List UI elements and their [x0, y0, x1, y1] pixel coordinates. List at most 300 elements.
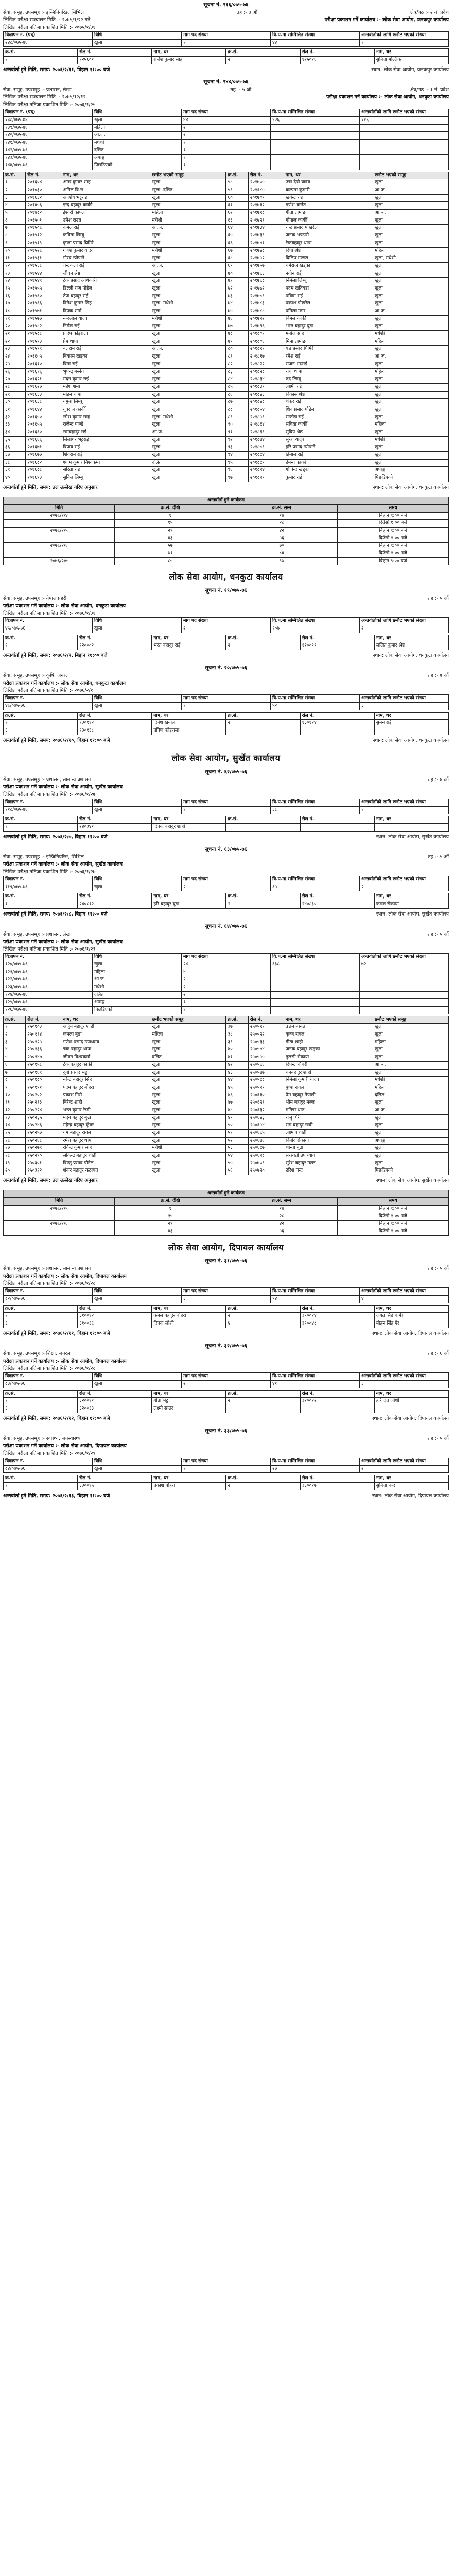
table-cell: हेमन्त कार्की [284, 459, 373, 467]
level-line: तह :- ५ औं [230, 87, 252, 93]
table-cell: ४० [226, 1046, 248, 1054]
table-cell: सुदिप श्रेष्ठ [284, 429, 373, 437]
column-header: समय [337, 1198, 448, 1206]
table-row [4, 1077, 449, 1084]
table-cell: खुला [150, 194, 226, 202]
table-row [4, 376, 449, 384]
table-cell [360, 162, 449, 170]
table-cell: ६० [226, 194, 248, 202]
table-cell: ७२ [226, 285, 248, 293]
table-cell: प्रेम बहादुर नेपाली [284, 1092, 373, 1099]
table-row [4, 116, 449, 124]
table-cell: खुला [150, 383, 226, 391]
table-cell: २०१५८८ [26, 331, 61, 338]
column-header: क्र.सं. [4, 712, 78, 720]
table-cell: ३१ [4, 406, 26, 414]
table-cell: कमल राई [61, 225, 150, 232]
column-header: नाम, थर [152, 712, 226, 720]
table-row [4, 1137, 449, 1145]
column-header: वि.प.मा सम्मिलित संख्या [271, 799, 360, 806]
table-cell: २ [226, 901, 300, 909]
table-cell: २०१६७७ [26, 452, 61, 460]
table-cell: खुला [373, 399, 448, 406]
table-cell: अर्जुन बहादुर शाही [61, 1024, 150, 1031]
table-row [4, 1465, 449, 1473]
table-cell [300, 824, 374, 832]
table-cell: आ.ज. [373, 1061, 448, 1069]
table-cell: धनबहादुर शाही [284, 1069, 373, 1077]
table-cell: जीवन श्रेष्ठ [61, 270, 150, 278]
table-cell: १ [182, 1007, 271, 1014]
table-cell: विजय राई [61, 444, 150, 452]
table-cell: २० [4, 323, 26, 331]
table-cell: २५०६३२ [248, 1107, 284, 1114]
column-header: वि.प.मा सम्मिलित संख्या [271, 618, 360, 625]
column-header: क्र.सं. सम्म [226, 504, 337, 512]
table-cell: ३२००२२ [300, 1398, 374, 1405]
table-cell [271, 162, 360, 170]
table-cell: २०१८०१ [248, 331, 284, 338]
table-cell: १३०१३८ [78, 727, 152, 735]
table-cell: मनोज साह [284, 331, 373, 338]
selected-candidates-table [3, 48, 449, 64]
table-cell: १९ [4, 315, 26, 323]
table-cell: २४ [4, 353, 26, 361]
table-cell: विनोद रोकाया [284, 1137, 373, 1145]
table-row [4, 255, 449, 263]
table-cell: दिनेश कुमार सिंह [61, 300, 150, 308]
table-row [4, 1145, 449, 1153]
table-cell: खुला [150, 399, 226, 406]
table-row [4, 467, 449, 474]
table-cell: राधा थापा [284, 368, 373, 376]
column-header: रोल नं. [78, 49, 152, 57]
table-row [4, 155, 449, 162]
level-line: तह :- ५ औं [428, 854, 449, 860]
table-cell: २०१८४३ [248, 391, 284, 399]
table-cell: खुला [150, 1061, 226, 1069]
column-header: नाम, थर [374, 712, 448, 720]
office-line: परीक्षा प्रकाशन गर्ने कार्यालय :- लोक सेवा आयोग, सुर्खेत कार्यालय [3, 784, 123, 790]
table-cell: दिपा श्रेष्ठ [284, 247, 373, 255]
table-cell: ४४ [271, 39, 360, 47]
table-cell: १३ [4, 270, 26, 278]
column-header: रोल नं. [26, 1016, 61, 1024]
table-cell: सविता कार्की [284, 421, 373, 429]
table-row [4, 527, 449, 535]
table-cell: ९६ [226, 467, 248, 474]
table-row [4, 1069, 449, 1077]
table-cell: ११८/०७५-७६ [4, 806, 93, 814]
table-cell: खुला [150, 308, 226, 316]
table-cell: २५०५११ [248, 1024, 284, 1031]
table-cell: खुला [373, 1145, 448, 1153]
table-cell: २५०१०३ [26, 1024, 61, 1031]
table-cell: ३४ [4, 429, 26, 437]
table-cell: २५०५७७ [248, 1069, 284, 1077]
table-cell: २५०२४६ [26, 1122, 61, 1130]
table-cell: ९० [226, 421, 248, 429]
table-row [4, 520, 449, 528]
column-header: विज्ञापन नं. [4, 1373, 93, 1381]
table-cell: २०१६३८ [26, 399, 61, 406]
table-cell: ९२६ [271, 116, 360, 124]
table-row [4, 1061, 449, 1069]
table-cell: आ.ज. [150, 225, 226, 232]
column-header: रोल नं. [248, 1016, 284, 1024]
column-header: क्र.सं. [4, 1390, 78, 1398]
table-cell: आ.ज. [373, 308, 448, 316]
table-cell: टेकबहादुर थापा [284, 240, 373, 247]
column-header: रोल नं. [78, 1475, 152, 1483]
table-cell [300, 727, 374, 735]
table-cell: अमर कुमार शाह [61, 179, 150, 187]
table-cell [4, 1213, 115, 1221]
table-cell: ५३ [226, 1145, 248, 1153]
table-cell: २०१६०४ [26, 179, 61, 187]
interview-venue: स्थान: लोक सेवा आयोग, दिपायल कार्यालय [372, 1330, 449, 1336]
table-cell: मदन कुमार राई [61, 376, 150, 384]
table-cell: ५२ [226, 1137, 248, 1145]
table-cell: ६ [4, 1061, 26, 1069]
notice-block [3, 1256, 449, 1341]
table-cell: खुला [373, 1114, 448, 1122]
office-line: परीक्षा प्रकाशन गर्ने कार्यालय :- लोक सेवा आयोग, सुर्खेत कार्यालय [3, 939, 123, 945]
column-header: माग पद संख्या [182, 618, 271, 625]
table-cell: २५०६६५ [248, 1130, 284, 1138]
level-line: तह :- ५ औं [428, 596, 449, 602]
table-cell: खुला [93, 1296, 182, 1303]
small-notices [3, 586, 449, 748]
table-cell: नवीन राई [284, 270, 373, 278]
table-cell: २०१६२७ [26, 383, 61, 391]
table-cell: २०१५७७ [26, 315, 61, 323]
table-cell: खुला [373, 225, 448, 232]
table-cell: १३०११२ [78, 720, 152, 727]
table-cell: ४ [360, 1296, 449, 1303]
table-cell: ९५ [226, 459, 248, 467]
table-cell: २०१७१२ [248, 202, 284, 210]
table-cell: ७४ [226, 300, 248, 308]
table-cell: १ [4, 1483, 78, 1490]
table-cell: खुला [373, 452, 448, 460]
table-cell [360, 132, 449, 140]
table-cell: अपाङ्ग [93, 155, 182, 162]
table-cell: मधेशी [373, 1077, 448, 1084]
notice-number: सूचना नं. २१६/०७५-७६ [203, 2, 249, 8]
table-cell: पिछडिएको [93, 1007, 182, 1014]
column-header: वि.प.मा सम्मिलित संख्या [271, 954, 360, 961]
column-header: वि.प.मा सम्मिलित संख्या [271, 32, 360, 40]
table-cell: अनिल बि.स. [61, 187, 150, 195]
table-cell: आ.ज. [373, 353, 448, 361]
table-cell: ७ [4, 1069, 26, 1077]
column-header: रोल नं. [300, 816, 374, 824]
table-cell: १ [182, 39, 271, 47]
selected-candidates-table [3, 712, 449, 735]
table-cell: २०१७५२ [248, 255, 284, 263]
table-cell: २०७६/२/५ [4, 1205, 115, 1213]
table-cell: सरिता राई [61, 467, 150, 474]
table-cell: ३ [4, 1039, 26, 1046]
table-cell: महिला [93, 124, 182, 132]
table-cell: ४२ [226, 527, 337, 535]
table-cell: २०१७८३ [248, 300, 284, 308]
table-cell: सुमन राई [374, 720, 448, 727]
table-cell: ४३ [115, 1228, 226, 1235]
table-cell: खुला [373, 1069, 448, 1077]
table-cell: २०७६/२/४ [4, 512, 115, 520]
selected-candidates-table [3, 635, 449, 650]
notice-number: सूचना नं. ३१/०७५-७६ [205, 1258, 247, 1264]
column-header: छनौट भएको समूह [150, 172, 226, 179]
table-cell: खुला, दलित [150, 187, 226, 195]
column-header: मिति [4, 1198, 115, 1206]
table-cell: खुला [373, 1160, 448, 1167]
table-cell: ५४ [226, 1153, 248, 1160]
table-cell: दिपक शर्मा [61, 308, 150, 316]
column-header: क्र.सं. [4, 172, 26, 179]
table-cell: १२००१९ [300, 642, 374, 650]
interview-venue: स्थान: लोक सेवा आयोग, धनकुटा कार्यालय [373, 484, 449, 490]
table-cell: ७५ [226, 308, 248, 316]
column-header: क्र.सं. [226, 49, 300, 57]
table-cell: खुला [373, 391, 448, 399]
table-cell: १४ [226, 1205, 337, 1213]
column-header: नाम, थर [152, 1475, 226, 1483]
table-cell: निर्मल राई [61, 323, 150, 331]
table-cell: खुला [150, 391, 226, 399]
table-cell: २०१७७९ [248, 293, 284, 300]
office-heading: लोक सेवा आयोग, दिपायल कार्यालय [168, 1242, 284, 1252]
table-row [4, 999, 449, 1007]
table-cell: ४ [182, 969, 271, 976]
table-cell: १३९/०७५-७६ [4, 124, 93, 132]
table-cell: २०१७३४ [248, 225, 284, 232]
table-cell: सुनिता चन्द [374, 1483, 448, 1490]
table-cell: २०१५८२ [26, 323, 61, 331]
table-cell: दिलिप मण्डल [284, 255, 373, 263]
level-line: तह :- ६ औं [428, 1351, 449, 1357]
table-cell: मधेशी [150, 217, 226, 225]
table-cell: २ [182, 991, 271, 999]
table-cell: ३२ [4, 414, 26, 421]
table-cell: सुनिता मल्लिक [374, 57, 448, 64]
table-cell: ११ [4, 255, 26, 263]
table-cell: २५०२१३ [26, 1099, 61, 1107]
table-cell [374, 824, 448, 832]
table-cell: २५०५४४ [248, 1046, 284, 1054]
table-cell: खुला [373, 217, 448, 225]
table-cell: २ [226, 1313, 300, 1320]
table-cell: रमेश कुमार साह [61, 414, 150, 421]
table-cell: खुला [373, 1031, 448, 1039]
table-cell: आ.ज. [373, 210, 448, 217]
table-cell: २०१७५७ [248, 262, 284, 270]
table-cell: २५०६४३ [248, 1114, 284, 1122]
table-cell: ३ [4, 194, 26, 202]
table-cell: खुला [93, 1380, 182, 1388]
table-cell: हिमाल राई [284, 452, 373, 460]
notice-block [3, 0, 449, 77]
table-cell: २५०१५८ [26, 1061, 61, 1069]
table-cell: ५ [4, 210, 26, 217]
table-cell: २ [4, 1031, 26, 1039]
table-cell [374, 1405, 448, 1413]
table-cell: ३ [4, 1405, 78, 1413]
table-cell: खुला [373, 179, 448, 187]
table-cell [226, 1405, 300, 1413]
table-cell: खुला [150, 255, 226, 263]
table-cell: २०१७६८ [248, 278, 284, 285]
table-cell: आ.ज. [150, 262, 226, 270]
table-row [4, 444, 449, 452]
table-cell: ९१ [226, 429, 248, 437]
notice-number: सूचना नं. २४४/०७५-७६ [203, 79, 249, 86]
table-cell: २०१७०९ [248, 194, 284, 202]
table-cell [360, 991, 449, 999]
table-cell: ५८ [226, 179, 248, 187]
table-row [4, 991, 449, 999]
table-cell: मोहन थापा [61, 391, 150, 399]
table-cell: खुला [150, 1024, 226, 1031]
table-row [4, 293, 449, 300]
table-cell: कमला बुढा [61, 1031, 150, 1039]
table-cell: २ [226, 1483, 300, 1490]
table-cell: ३७ [4, 452, 26, 460]
table-cell: १४२/०७५-७६ [4, 147, 93, 155]
table-cell: २०७६/२/५ [4, 527, 115, 535]
table-row [4, 1054, 449, 1062]
table-cell: जगत सिंह धामी [374, 1313, 448, 1320]
result-date-line: लिखित परीक्षा नतिजा प्रकाशित मिति :- २०७६/१/३१ [3, 610, 96, 616]
table-cell: २०१६२१ [26, 376, 61, 384]
table-cell: २०१८७४ [248, 436, 284, 444]
table-cell: ७० [226, 270, 248, 278]
table-cell: २७ [271, 1465, 360, 1473]
table-cell: पुष्पा रावल [284, 1084, 373, 1092]
table-cell: महिला [373, 1084, 448, 1092]
table-cell: २०१५०६ [26, 225, 61, 232]
table-cell: राजु गिरी [284, 1114, 373, 1122]
table-cell: चन्द्र प्रसाद पोखरेल [284, 225, 373, 232]
table-row [4, 194, 449, 202]
table-cell: बिना राई [61, 361, 150, 368]
table-cell: रविन्द्र कुमार साह [61, 1145, 150, 1153]
table-cell: नरेन्द्र बहादुर सिंह [61, 1077, 150, 1084]
table-cell: खुला [150, 1137, 226, 1145]
table-cell: २५०१२५ [26, 1039, 61, 1046]
service-line: सेवा, समूह, उपसमूह :- प्रशासन, लेखा [3, 87, 72, 93]
column-header: रोल नं. [78, 1305, 152, 1313]
table-cell: खुला [150, 1167, 226, 1175]
table-row [4, 969, 449, 976]
office-line: परीक्षा प्रकाशन गर्ने कार्यालय :- लोक सेवा आयोग, धनकुटा कार्यालय [3, 680, 126, 686]
table-cell: खुला [373, 376, 448, 384]
table-cell: ८६ [226, 391, 248, 399]
table-cell: १२५०२६ [300, 57, 374, 64]
table-row [4, 300, 449, 308]
table-cell: ४३ [226, 1069, 248, 1077]
column-header: रोल नं. [300, 1390, 374, 1398]
table-cell: ४६/०७५-७६ [4, 703, 93, 710]
table-cell: २०१८३४ [248, 376, 284, 384]
table-cell: १ [4, 1313, 78, 1320]
table-cell: खुला [373, 1153, 448, 1160]
table-cell: खुला, मधेशी [150, 414, 226, 421]
table-row [4, 210, 449, 217]
table-cell: बिकास खड्का [61, 353, 150, 361]
table-cell: १५ [115, 520, 226, 528]
interview-venue: स्थान: लोक सेवा आयोग, दिपायल कार्यालय [372, 1415, 449, 1421]
level-line: तह :- ५ औं [428, 931, 449, 938]
interview-venue: स्थान: लोक सेवा आयोग, सुर्खेत कार्यालय [376, 1178, 449, 1184]
table-cell: २०१६६० [26, 429, 61, 437]
table-cell: २८ [4, 383, 26, 391]
table-cell: प्रकाश पोखरेल [284, 300, 373, 308]
column-header: नाम, थर [374, 893, 448, 901]
table-cell: खुला [150, 361, 226, 368]
table-cell: ११९/०७५-७६ [4, 884, 93, 891]
table-cell: २०१७७२ [248, 285, 284, 293]
interview-datetime: अन्तर्वार्ता हुने मिति, समय: २०७६/२/८, बिहान ११:०० बजे [3, 911, 108, 917]
table-cell: बिमल कार्की [284, 315, 373, 323]
table-cell: २३ [4, 346, 26, 353]
result-date-line: लिखित परीक्षा नतिजा प्रकाशित मिति :- २०७५/१/३१ [3, 24, 96, 30]
table-cell: ६४ [226, 225, 248, 232]
table-cell: १ [182, 999, 271, 1007]
table-row [4, 1205, 449, 1213]
table-row [4, 1380, 449, 1388]
table-cell: १५ [4, 285, 26, 293]
table-row [4, 1228, 449, 1235]
table-cell: गीता तामाङ [284, 210, 373, 217]
notice-block [3, 586, 449, 663]
table-cell: २०१८९९ [248, 474, 284, 482]
table-cell: खुला [150, 368, 226, 376]
table-cell: ३ [182, 1296, 271, 1303]
table-cell: हरि प्रसाद न्यौपाने [284, 444, 373, 452]
table-cell: १२५/०७५-७६ [4, 999, 93, 1007]
table-cell: ४२ [226, 1061, 248, 1069]
column-header: विधि [93, 876, 182, 884]
table-cell: खुला [150, 1046, 226, 1054]
table-row [4, 232, 449, 240]
column-header: रोल नं. [300, 1305, 374, 1313]
interview-schedule-table [3, 1190, 449, 1235]
notice-block [3, 922, 449, 1235]
table-row [4, 543, 449, 550]
table-cell: खुला [150, 293, 226, 300]
table-cell: जनक भण्डारी [284, 232, 373, 240]
notice-block [3, 1426, 449, 1503]
table-cell: ४९ [226, 1114, 248, 1122]
table-cell: ६७ [226, 247, 248, 255]
table-cell [300, 1405, 374, 1413]
column-header: नाम, थर [374, 1305, 448, 1313]
table-row [4, 179, 449, 187]
table-cell: खुला [150, 1039, 226, 1046]
table-cell: गणेश प्रसाद उपाध्याय [61, 1039, 150, 1046]
table-cell: १ [182, 139, 271, 147]
table-cell: खगेन्द्र राई [284, 194, 373, 202]
column-header: क्र.सं. [4, 893, 78, 901]
table-cell: २ [226, 57, 300, 64]
table-cell: १३ [4, 1114, 26, 1122]
table-cell: खुला [373, 270, 448, 278]
table-cell: ३३००२७ [300, 1483, 374, 1490]
table-cell: ३२००३३ [78, 1405, 152, 1413]
